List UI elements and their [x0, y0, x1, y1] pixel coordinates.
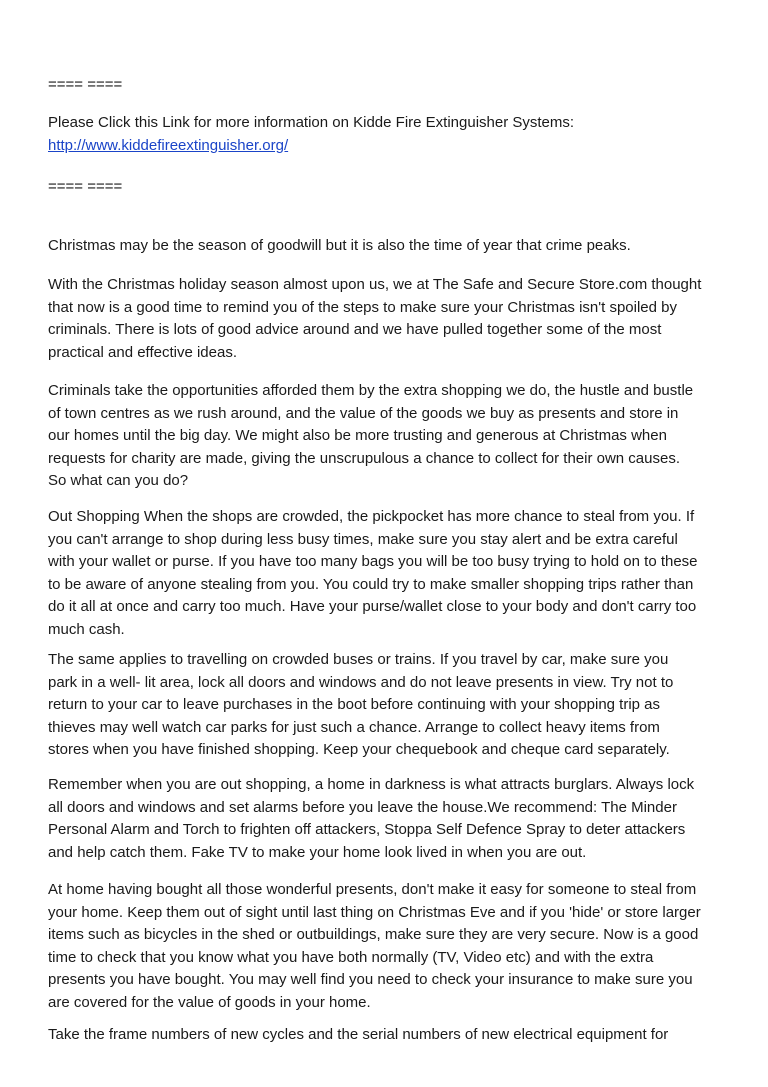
text-line: are covered for the value of goods in your home. [48, 993, 371, 1011]
text-line: Out Shopping When the shops are crowded, the pickpocket has more chance to steal from you. If [48, 508, 695, 525]
text-line: At home having bought all those wonderful presents, don't make it easy for someone to steal from [48, 881, 697, 898]
text-line: Criminals take the opportunities afforded them by the extra shopping we do, the hustle and bustle [48, 382, 694, 399]
paragraph [48, 506, 738, 641]
text-line: of town centres as we rush around, and the value of the goods we buy as presents and store in [48, 404, 679, 422]
text-line: Remember when you are out shopping, a home in darkness is what attracts burglars. Always lock [48, 776, 695, 793]
text-line: time to check that you know what you have both normally (TV, Video etc) and with the extra [48, 948, 654, 966]
separator-text: ==== ==== [48, 76, 123, 93]
text-line: your home. Keep them out of sight until last thing on Christmas Eve and if you 'hide' or store larger [48, 903, 701, 921]
text-line: to be aware of anyone stealing from you. You could try to make smaller shopping trips rather than [48, 575, 694, 593]
link-section [48, 112, 738, 157]
text-line: Christmas may be the season of goodwill but it is also the time of year that crime peaks. [48, 237, 631, 254]
text-line: that now is a good time to remind you of the steps to make sure your Christmas isn't spoiled by [48, 298, 677, 316]
text-line: and help catch them. Fake TV to make your home look lived in when you are out. [48, 843, 587, 861]
text-line: criminals. There is lots of good advice around and we have pulled together some of the most [48, 321, 662, 338]
text-line: all doors and windows and set alarms before you leave the house.We recommend: The Minder [48, 798, 677, 816]
link-intro-text: Please Click this Link for more information on Kidde Fire Extinguisher Systems: [48, 114, 575, 131]
text-line: stores when you have finished shopping. Keep your chequebook and cheque card separately. [48, 741, 670, 758]
text-line: with your wallet or purse. If you have too many bags you will be too busy trying to hold on to these [48, 553, 698, 570]
text-line: do it all at once and carry too much. Have your purse/wallet close to your body and don't carry too [48, 598, 697, 615]
paragraph [48, 774, 738, 864]
paragraph [48, 649, 738, 762]
text-line: The same applies to travelling on crowded buses or trains. If you travel by car, make sure you [48, 651, 669, 668]
text-line: So what can you do? [48, 472, 189, 489]
text-line: requests for charity are made, giving the unscrupulous a chance to collect for their own causes. [48, 449, 680, 467]
text-line: park in a well- lit area, lock all doors and windows and do not leave presents in view. Try not to [48, 673, 674, 691]
footer-separator [48, 176, 738, 199]
text-line: you can't arrange to shop during less busy times, make sure you stay alert and be extra careful [48, 530, 678, 548]
separator-text: ==== ==== [48, 178, 123, 195]
header-separator [48, 74, 738, 97]
text-line: presents you have bought. You may well find you need to check your insurance to make sure you [48, 971, 693, 988]
text-line: Take the frame numbers of new cycles and the serial numbers of new electrical equipment for [48, 1026, 669, 1043]
paragraph [48, 1024, 738, 1047]
paragraph [48, 274, 738, 364]
text-line: our homes until the big day. We might also be more trusting and generous at Christmas when [48, 427, 667, 444]
paragraph [48, 380, 738, 493]
text-line: Personal Alarm and Torch to frighten off attackers, Stoppa Self Defence Spray to deter attackers [48, 821, 686, 838]
text-line: practical and effective ideas. [48, 343, 238, 361]
text-line: items such as bicycles in the shed or outbuildings, make sure they are very secure. Now is a good [48, 926, 699, 943]
text-line: return to your car to leave purchases in the boot before continuing with your shopping trip as [48, 696, 661, 713]
text-line: With the Christmas holiday season almost upon us, we at The Safe and Secure Store.com thought [48, 276, 702, 293]
text-line: much cash. [48, 620, 125, 638]
paragraph [48, 879, 738, 1014]
kidde-link[interactable]: http://www.kiddefireextinguisher.org/ [48, 136, 289, 154]
text-line: thieves may well watch car parks for just such a chance. Arrange to collect heavy items from [48, 718, 660, 736]
paragraph [48, 235, 738, 258]
